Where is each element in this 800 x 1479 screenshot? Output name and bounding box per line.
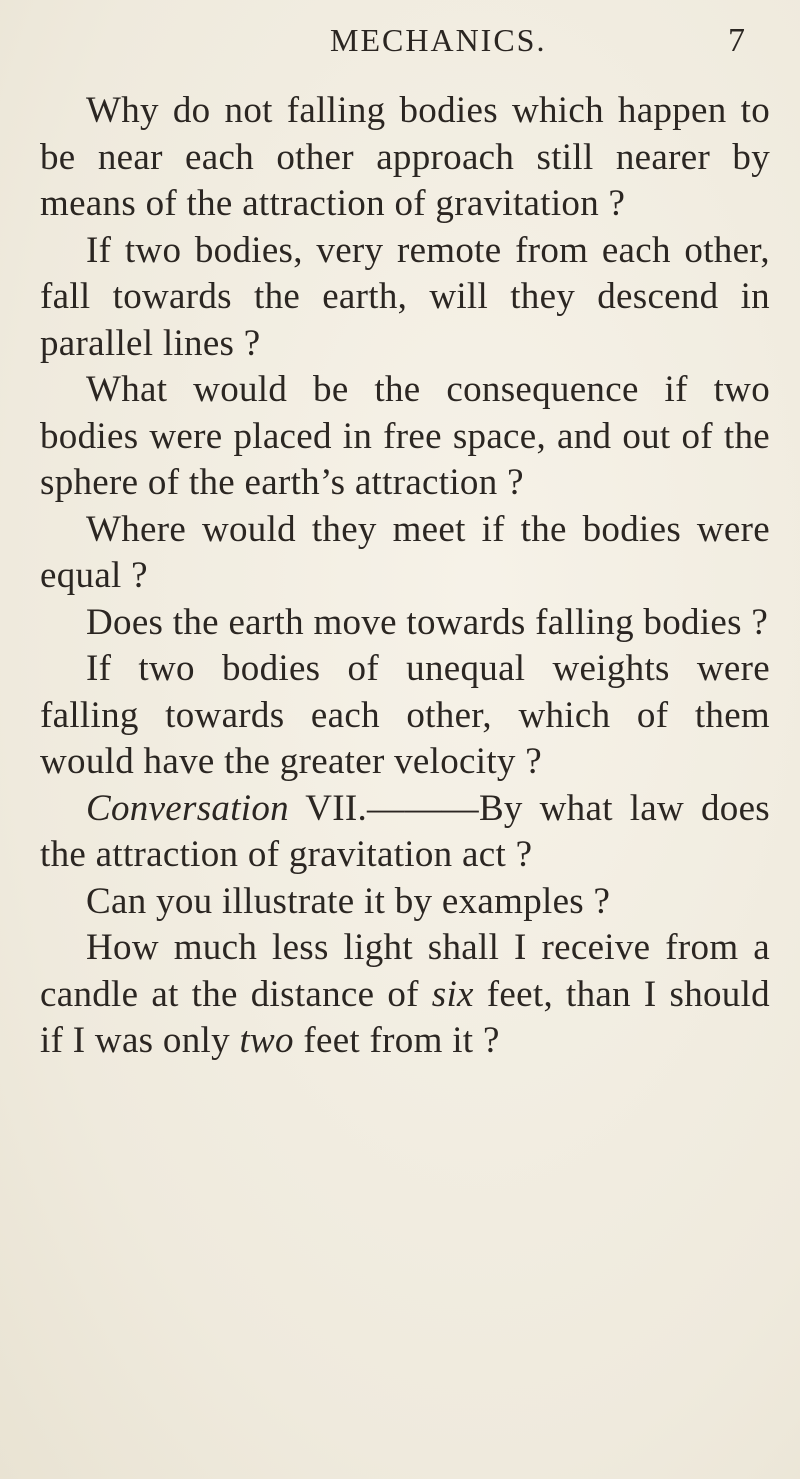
question-paragraph: [40, 646, 770, 786]
question-paragraph: [40, 600, 770, 647]
text-run: What would be the consequence if two bodies were placed in free space, and out of the sphere of the earth’s attraction ?: [40, 369, 770, 503]
text-run: VII.———By what law does the attraction of gravitation act ?: [40, 787, 770, 875]
page-number: 7: [728, 22, 745, 59]
text-run: Why do not falling bodies which happen to be near each other approach still nearer by means of the attraction of gravitation ?: [40, 90, 770, 224]
text-run: feet from it ?: [293, 1020, 500, 1061]
question-paragraph: [40, 367, 770, 507]
question-paragraph: [40, 507, 770, 600]
text-run: feet, than I should if I was only: [40, 973, 770, 1061]
question-paragraph: [40, 879, 770, 926]
text-run-italic: two: [239, 1020, 294, 1061]
text-run: Where would they meet if the bodies were equal ?: [40, 508, 770, 596]
question-list: [40, 88, 770, 1065]
text-run: Does the earth move towards falling bodies ?: [86, 601, 769, 643]
running-title: MECHANICS.: [330, 22, 547, 58]
text-run: How much less light shall I receive from a candle at the distance of: [40, 927, 770, 1015]
text-run-italic: six: [431, 973, 474, 1015]
question-paragraph: [40, 228, 770, 368]
text-run: If two bodies, very remote from each other, fall towards the earth, will they descend in parallel lines ?: [40, 229, 770, 364]
question-paragraph: [40, 786, 770, 879]
question-paragraph: [40, 925, 770, 1065]
page-header: [0, 22, 800, 62]
question-paragraph: [40, 88, 770, 228]
text-run: If two bodies of unequal weights were falling towards each other, which of them would have the greater velocity ?: [40, 648, 770, 782]
text-run: Can you illustrate it by examples ?: [86, 880, 611, 922]
text-run-italic: Conversation: [86, 787, 289, 829]
